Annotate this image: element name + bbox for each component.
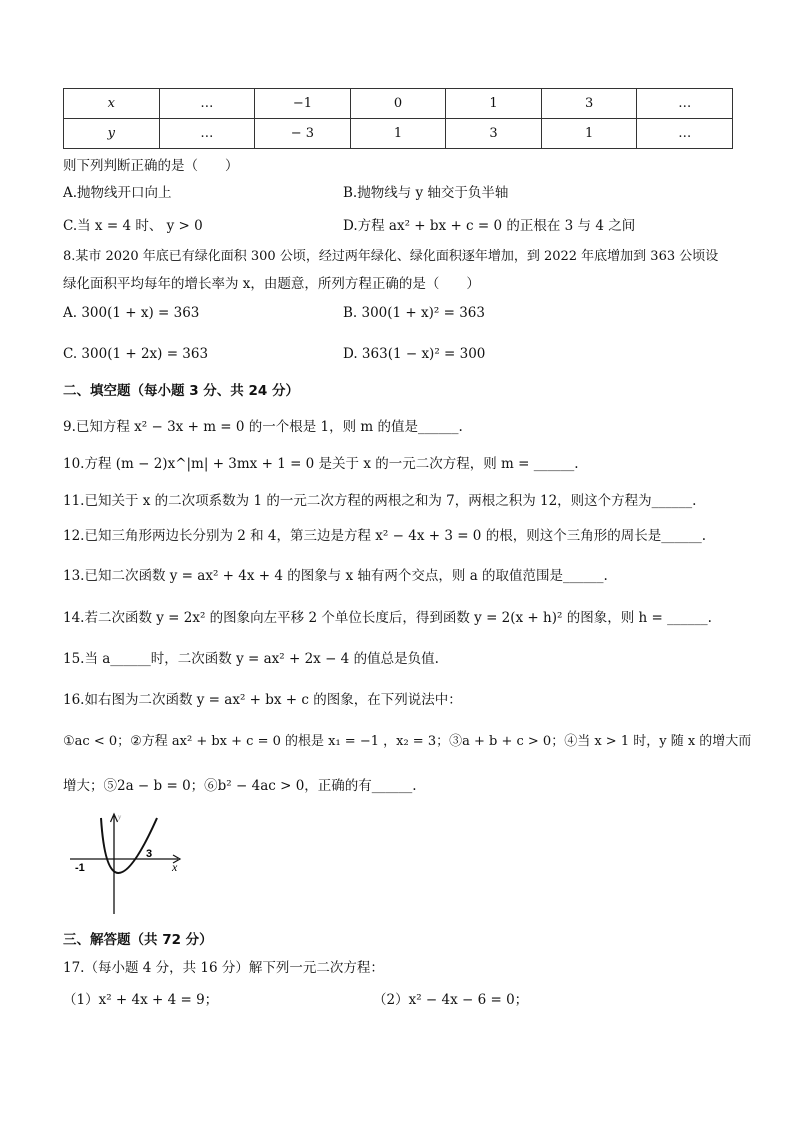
q7-option-a: A.抛物线开口向上: [63, 185, 172, 201]
q7-option-b: B.抛物线与 y 轴交于负半轴: [343, 185, 509, 201]
table-cell: 1: [350, 119, 446, 149]
question-13: 13.已知二次函数 y = ax² + 4x + 4 的图象与 x 轴有两个交点，则 a 的取值范围是______.: [63, 568, 608, 584]
table-row: [64, 89, 733, 119]
table-cell: −1: [255, 89, 351, 119]
question-11: 11.已知关于 x 的二次项系数为 1 的一元二次方程的两根之和为 7，两根之积为 12，则这个方程为______.: [63, 493, 697, 509]
table-cell: 3: [446, 119, 542, 149]
q8-line-1: 8.某市 2020 年底已有绿化面积 300 公顷，经过两年绿化、绿化面积逐年增加，到 2022 年底增加到 363 公顷设: [63, 249, 719, 264]
table-cell: …: [637, 89, 733, 119]
table-cell: 0: [350, 89, 446, 119]
section-3-heading: 三、解答题（共 72 分）: [63, 932, 213, 948]
table-cell: 1: [541, 119, 637, 149]
question-9: 9.已知方程 x² − 3x + m = 0 的一个根是 1，则 m 的值是______.: [63, 419, 463, 435]
parabola-graph: [66, 808, 190, 920]
table-cell: y: [64, 119, 160, 149]
q8-option-d: D. 363(1 − x)² = 300: [343, 346, 486, 362]
q8-option-b: B. 300(1 + x)² = 363: [343, 305, 485, 321]
q17-part-2: （2）x² − 4x − 6 = 0；: [373, 992, 529, 1008]
q17-part-1: （1）x² + 4x + 4 = 9；: [63, 992, 219, 1008]
table-cell: − 3: [255, 119, 351, 149]
q8-option-a: A. 300(1 + x) = 363: [63, 305, 200, 321]
label-x: x: [172, 860, 178, 874]
question-10: 10.方程 (m − 2)x^|m| + 3mx + 1 = 0 是关于 x 的一元二次方程，则 m = ______.: [63, 456, 579, 472]
q16-line-1: 16.如右图为二次函数 y = ax² + bx + c 的图象，在下列说法中：: [63, 692, 462, 708]
q7-stem: 则下列判断正确的是（ ）: [63, 158, 239, 174]
label-y: y: [118, 813, 122, 821]
q16-line-2: ①ac < 0；②方程 ax² + bx + c = 0 的根是 x₁ = −1 ，x₂ = 3；③a + b + c > 0；④当 x > 1 时，y 随 x 的增大而: [63, 734, 752, 749]
label-neg-1: -1: [75, 862, 85, 874]
q7-option-d: D.方程 ax² + bx + c = 0 的正根在 3 与 4 之间: [343, 218, 636, 234]
table-row: [64, 119, 733, 149]
section-2-heading: 二、填空题（每小题 3 分、共 24 分）: [63, 383, 299, 399]
table-cell: 3: [541, 89, 637, 119]
table-cell: …: [637, 119, 733, 149]
q7-option-c: C.当 x = 4 时、 y > 0: [63, 218, 203, 234]
label-3: 3: [146, 848, 153, 860]
question-14: 14.若二次函数 y = 2x² 的图象向左平移 2 个单位长度后，得到函数 y = 2(x + h)² 的图象，则 h = ______.: [63, 610, 712, 626]
table-cell: x: [64, 89, 160, 119]
table-cell: 1: [446, 89, 542, 119]
q8-line-2: 绿化面积平均每年的增长率为 x，由题意，所列方程正确的是（ ）: [63, 276, 480, 292]
q17-stem: 17.（每小题 4 分，共 16 分）解下列一元二次方程：: [63, 960, 384, 976]
parabola-curve: [101, 818, 157, 873]
table-cell: …: [159, 89, 255, 119]
question-15: 15.当 a______时，二次函数 y = ax² + 2x − 4 的值总是负值.: [63, 651, 439, 667]
question-12: 12.已知三角形两边长分别为 2 和 4，第三边是方程 x² − 4x + 3 = 0 的根，则这个三角形的周长是______.: [63, 528, 706, 544]
table-cell: …: [159, 119, 255, 149]
q16-line-3: 增大；⑤2a − b = 0；⑥b² − 4ac > 0，正确的有______.: [63, 778, 417, 794]
q8-option-c: C. 300(1 + 2x) = 363: [63, 346, 209, 362]
value-table: [63, 88, 733, 149]
